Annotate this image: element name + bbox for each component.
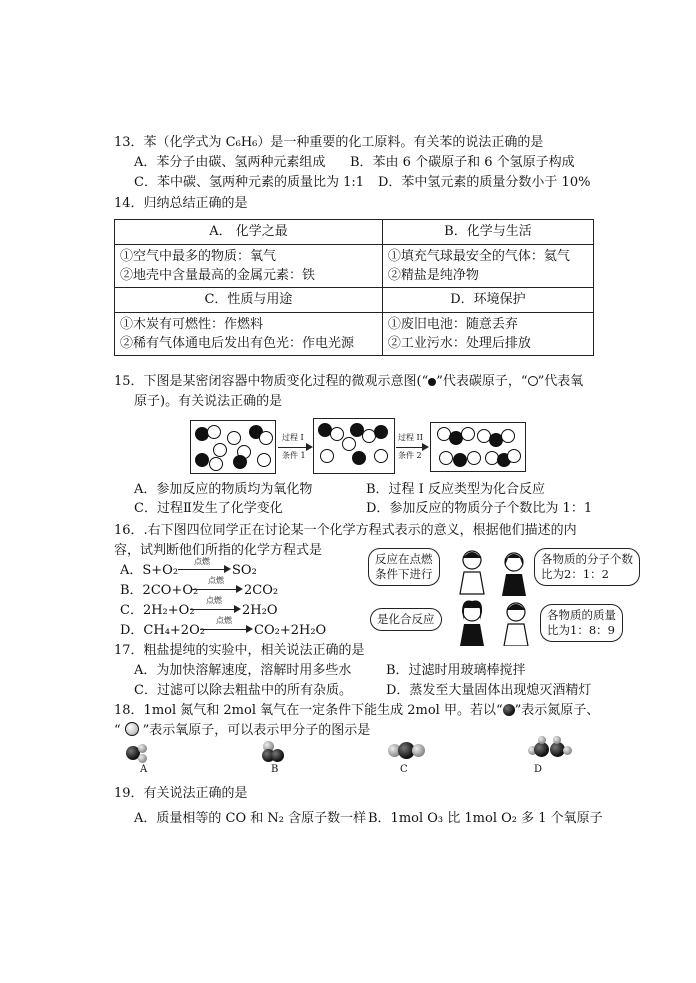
q15-box-initial [190,420,276,474]
q15-option-a: A．参加反应的物质均为氧化物 [134,482,313,497]
q14-a-line1: ①空气中最多的物质：氧气 [120,249,277,264]
q15-stem-part1: 15．下图是某密闭容器中物质变化过程的微观示意图(“ [114,374,429,389]
q18-stem-line1 [114,702,599,720]
q19-option-a: A．质量相等的 CO 和 N₂ 含原子数一样 [134,811,367,826]
q17-stem: 17．粗盐提纯的实验中，相关说法正确的是 [114,643,365,658]
q16-option-a-right: SO₂ [232,563,257,578]
carbon-atom [453,453,467,467]
q15-stem-part3: ”代表氧 [537,374,584,389]
arrow-right-icon [306,443,313,451]
q14-cell-d [382,313,593,356]
nitrogen-atom [271,749,284,762]
q16-bubble2-line1: 各物质的分子个数 [541,552,633,566]
q18-label-d: D [534,764,543,775]
oxygen-atom [501,429,515,443]
q14-cell-d-head: D．环境保护 [382,288,593,313]
oxygen-atom [439,451,453,465]
q16-option-c-right: 2H₂O [242,603,278,618]
student-figures-icon [450,546,540,646]
q16-option-c-arrow [190,609,236,610]
q15-option-b: B．过程 I 反应类型为化合反应 [366,482,545,497]
q16-option-d-condition: 点燃 [216,616,232,625]
oxygen-atom [553,736,561,744]
q14-cell-c [115,313,383,356]
q18-label-b: B [271,764,279,775]
oxygen-atom [461,427,475,441]
q17-option-d: D．蒸发至大量固体出现熄灭酒精灯 [386,683,592,698]
q19-option-b: B．1mol O₃ 比 1mol O₂ 多 1 个氧原子 [368,811,603,826]
q16-speech-bubble-3 [370,608,442,631]
q15-condition2-label: 条件 2 [398,451,422,460]
q16-option-c-left: C．2H₂+O₂ [120,603,195,618]
oxygen-atom [507,449,521,463]
q14-b-line2: ②精盐是纯净物 [387,268,479,283]
arrow-right-icon [234,605,241,613]
oxygen-atom [330,427,344,441]
q16-option-d-right: CO₂+2H₂O [254,623,327,638]
q14-stem: 14．归纳总结正确的是 [114,196,248,211]
q15-option-c: C．过程Ⅱ发生了化学变化 [134,501,283,516]
nitrogen-atom [534,742,549,757]
q16-bubble1-line2: 条件下进行 [375,567,433,581]
q16-bubble4-line1: 各物质的质量 [547,608,616,622]
q13-option-b: B．苯由 6 个碳原子和 6 个氢原子构成 [350,155,575,170]
q14-a-line2: ②地壳中含量最高的金属元素：铁 [120,268,316,283]
q14-c-line2: ②稀有气体通电后发出有色光：作电光源 [120,336,355,351]
q16-option-b-arrow [192,589,238,590]
q16-bubble1-line1: 反应在点燃 [375,552,433,566]
arrow-right-icon [236,585,243,593]
q14-d-line1: ①废旧电池：随意丢弃 [387,317,518,332]
q14-table [114,219,594,356]
q16-option-b-right: 2CO₂ [244,583,279,598]
q18-label-a: A [140,764,148,775]
q15-condition1-label: 条件 1 [282,451,306,460]
q15-process2-label: 过程 II [398,433,423,442]
q14-cell-b-head: B．化学与生活 [382,220,593,245]
oxygen-atom [412,744,425,757]
oxygen-atom [538,736,546,744]
q16-option-a-left: A．S+O₂ [120,563,179,578]
oxygen-atom-icon [125,722,139,736]
q13-stem: 13．苯（化学式为 C₆H₆）是一种重要的化工原料。有关苯的说法正确的是 [114,135,544,150]
oxygen-atom [257,453,271,467]
q19-stem: 19．有关说法正确的是 [114,786,248,801]
q16-option-d-arrow [200,629,248,630]
q16-option-b-condition: 点燃 [208,576,224,585]
q17-option-c: C．过滤可以除去粗盐中的所有杂质。 [134,683,352,698]
carbon-atom [233,455,247,469]
q14-cell-a [115,245,383,288]
oxygen-atom [320,449,334,463]
carbon-atom [374,425,388,439]
q16-bubble2-line2: 比为2：1：2 [541,567,609,581]
q14-cell-b [382,245,593,288]
q16-speech-bubble-2 [534,548,640,586]
oxygen-atom [227,431,241,445]
oxygen-atom [138,744,147,753]
q13-option-c: C．苯中碳、氢两种元素的质量比为 1:1 [134,175,365,190]
oxygen-atom [342,437,356,451]
oxygen-atom [213,443,227,457]
q15-option-d: D．参加反应的物质分子个数比为 1：1 [366,501,593,516]
oxygen-atom [563,746,572,755]
arrow-right-icon [224,565,231,573]
q15-arrow1 [278,447,308,448]
q18-label-c: C [400,764,408,775]
q16-option-a-condition: 点燃 [194,557,210,566]
oxygen-atom [138,754,147,763]
arrow-right-icon [246,625,253,633]
oxygen-atom [374,449,388,463]
carbon-atom [195,453,209,467]
q17-option-a: A．为加快溶解速度，溶解时用多些水 [134,663,352,678]
q16-bubble3-text: 是化合反应 [377,612,435,626]
arrow-right-icon [422,443,429,451]
q16-option-a-arrow [178,569,226,570]
oxygen-atom [467,451,481,465]
q15-process1-label: 过程 I [282,433,304,442]
q15-box-final [430,422,526,472]
q14-b-line1: ①填充气球最安全的气体：氦气 [387,249,570,264]
q16-speech-bubble-1 [368,548,440,586]
oxygen-atom [209,457,223,471]
q18-stem-part2: ”表示氮原子、 [514,703,600,718]
q14-c-line1: ①木炭有可燃性：作燃料 [120,317,264,332]
q16-stem-line2: 容，试判断他们所指的化学方程式是 [114,543,323,558]
q13-option-d: D．苯中氢元素的质量分数小于 10% [378,175,591,190]
q16-speech-bubble-4 [540,604,623,642]
nitrogen-atom-icon [503,704,515,716]
q16-option-d-left: D．CH₄+2O₂ [120,623,205,638]
q18-stem-line2 [114,722,370,740]
q16-bubble4-line2: 比为1：8：9 [547,623,615,637]
q17-option-b: B．过滤时用玻璃棒搅拌 [386,663,526,678]
q15-stem-line2: 原子)。有关说法正确的是 [134,394,283,409]
carbon-atom [352,451,366,465]
oxygen-atom [207,425,221,439]
q16-option-b-left: B．2CO+O₂ [120,583,199,598]
oxygen-atom-icon [528,376,538,386]
q14-cell-c-head: C．性质与用途 [115,288,383,313]
q15-box-middle [313,418,395,474]
q18-stem-part4: ”表示氧原子，可以表示甲分子的图示是 [142,723,371,738]
q15-stem-part2: ”代表碳原子，“ [436,374,528,389]
q18-stem-part3: “ [114,723,121,738]
q15-arrow2 [396,447,424,448]
q18-stem-part1: 18．1mol 氮气和 2mol 氧气在一定条件下能生成 2mol 甲。若以“ [114,703,503,718]
q13-option-a: A．苯分子由碳、氢两种元素组成 [134,155,326,170]
oxygen-atom [259,431,273,445]
q16-stem-line1: 16．.右下图四位同学正在讨论某一个化学方程式表示的意义，根据他们描述的内 [114,523,577,538]
q16-option-c-condition: 点燃 [206,596,222,605]
q14-d-line2: ②工业污水：处理后排放 [387,336,531,351]
q15-stem-line1 [114,373,583,391]
q14-cell-a-head: A． 化学之最 [115,220,383,245]
